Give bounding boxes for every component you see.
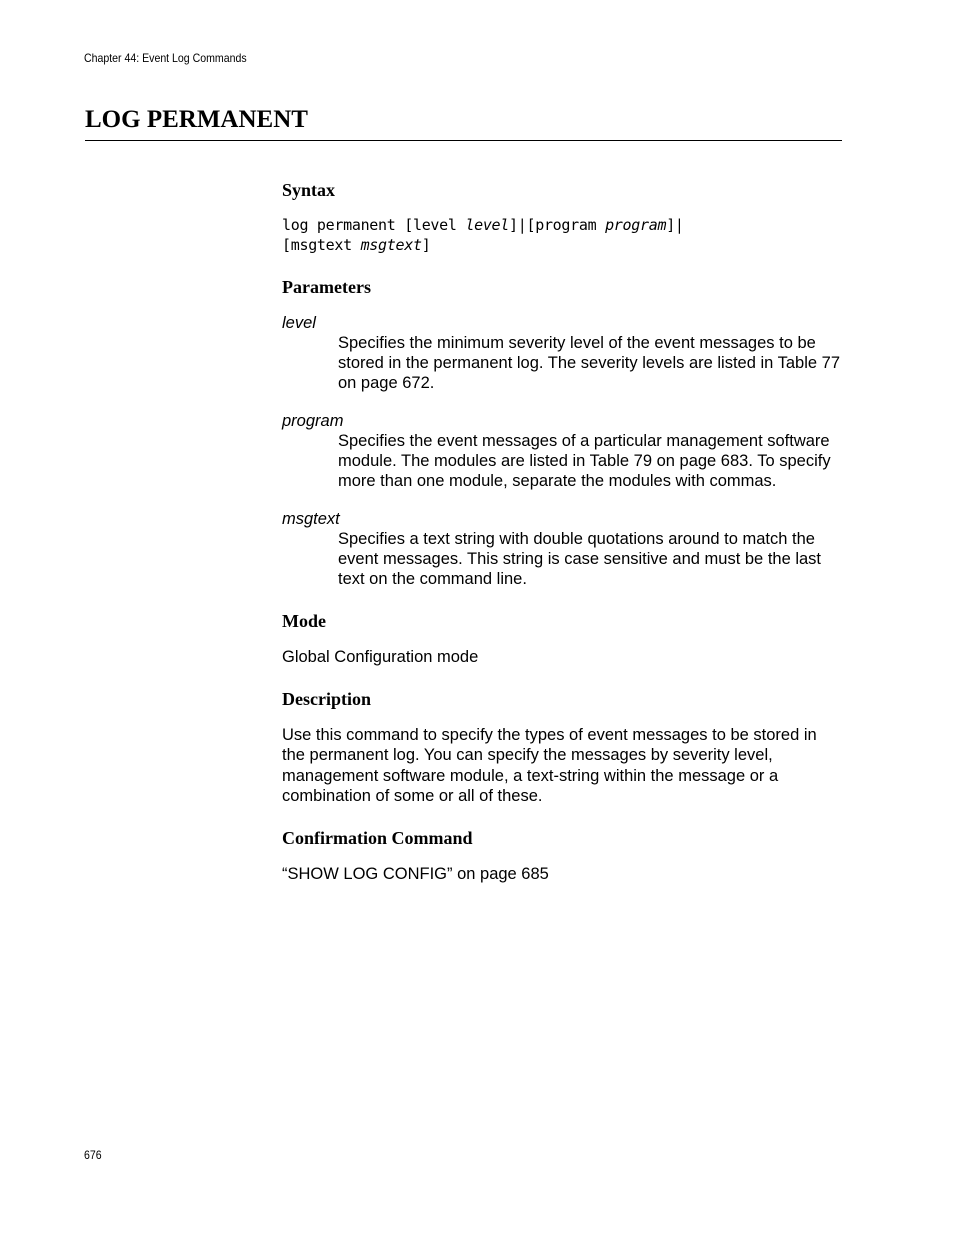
description-heading: Description [282, 689, 371, 710]
syntax-param-program: program [605, 216, 667, 234]
syntax-text: ] [421, 235, 431, 254]
title-rule [85, 140, 842, 141]
param-desc-level: Specifies the minimum severity level of the event messages to be stored in the permanent log. The severity levels are listed in Table 77 on page 672. [338, 334, 841, 392]
syntax-text: [msgtext [282, 235, 361, 254]
syntax-block [282, 216, 842, 255]
main-content [282, 178, 842, 884]
param-desc-program: Specifies the event messages of a particular management software module. The modules are listed in Table 79 on page 683. To specify more than one module, separate the modules with commas. [338, 432, 831, 490]
syntax-text: ]| [666, 216, 684, 234]
syntax-text: ]|[program [509, 216, 606, 234]
param-name-program: program [282, 412, 344, 430]
mode-heading: Mode [282, 611, 326, 631]
syntax-heading: Syntax [282, 180, 336, 200]
syntax-param-msgtext: msgtext [360, 235, 422, 254]
running-head: Chapter 44: Event Log Commands [84, 51, 247, 65]
param-desc-msgtext: Specifies a text string with double quotations around to match the event messages. This string is case sensitive and must be the last text on the command line. [338, 530, 822, 588]
parameters-heading: Parameters [282, 277, 371, 297]
syntax-text: log permanent [level [282, 216, 466, 234]
page-title: LOG PERMANENT [85, 106, 308, 133]
confirmation-link[interactable]: “SHOW LOG CONFIG” on page 685 [282, 865, 549, 884]
syntax-param-level: level [465, 216, 510, 234]
description-text: Use this command to specify the types of event messages to be stored in the permanent log. You can specify the messages by severity level, management software module, a text-string within the message or a combination of some or all of these. [282, 726, 817, 805]
page-number: 676 [84, 1148, 102, 1162]
param-name-level: level [282, 314, 316, 332]
param-name-msgtext: msgtext [282, 510, 340, 528]
confirmation-heading: Confirmation Command [282, 828, 473, 849]
mode-text: Global Configuration mode [282, 648, 479, 666]
